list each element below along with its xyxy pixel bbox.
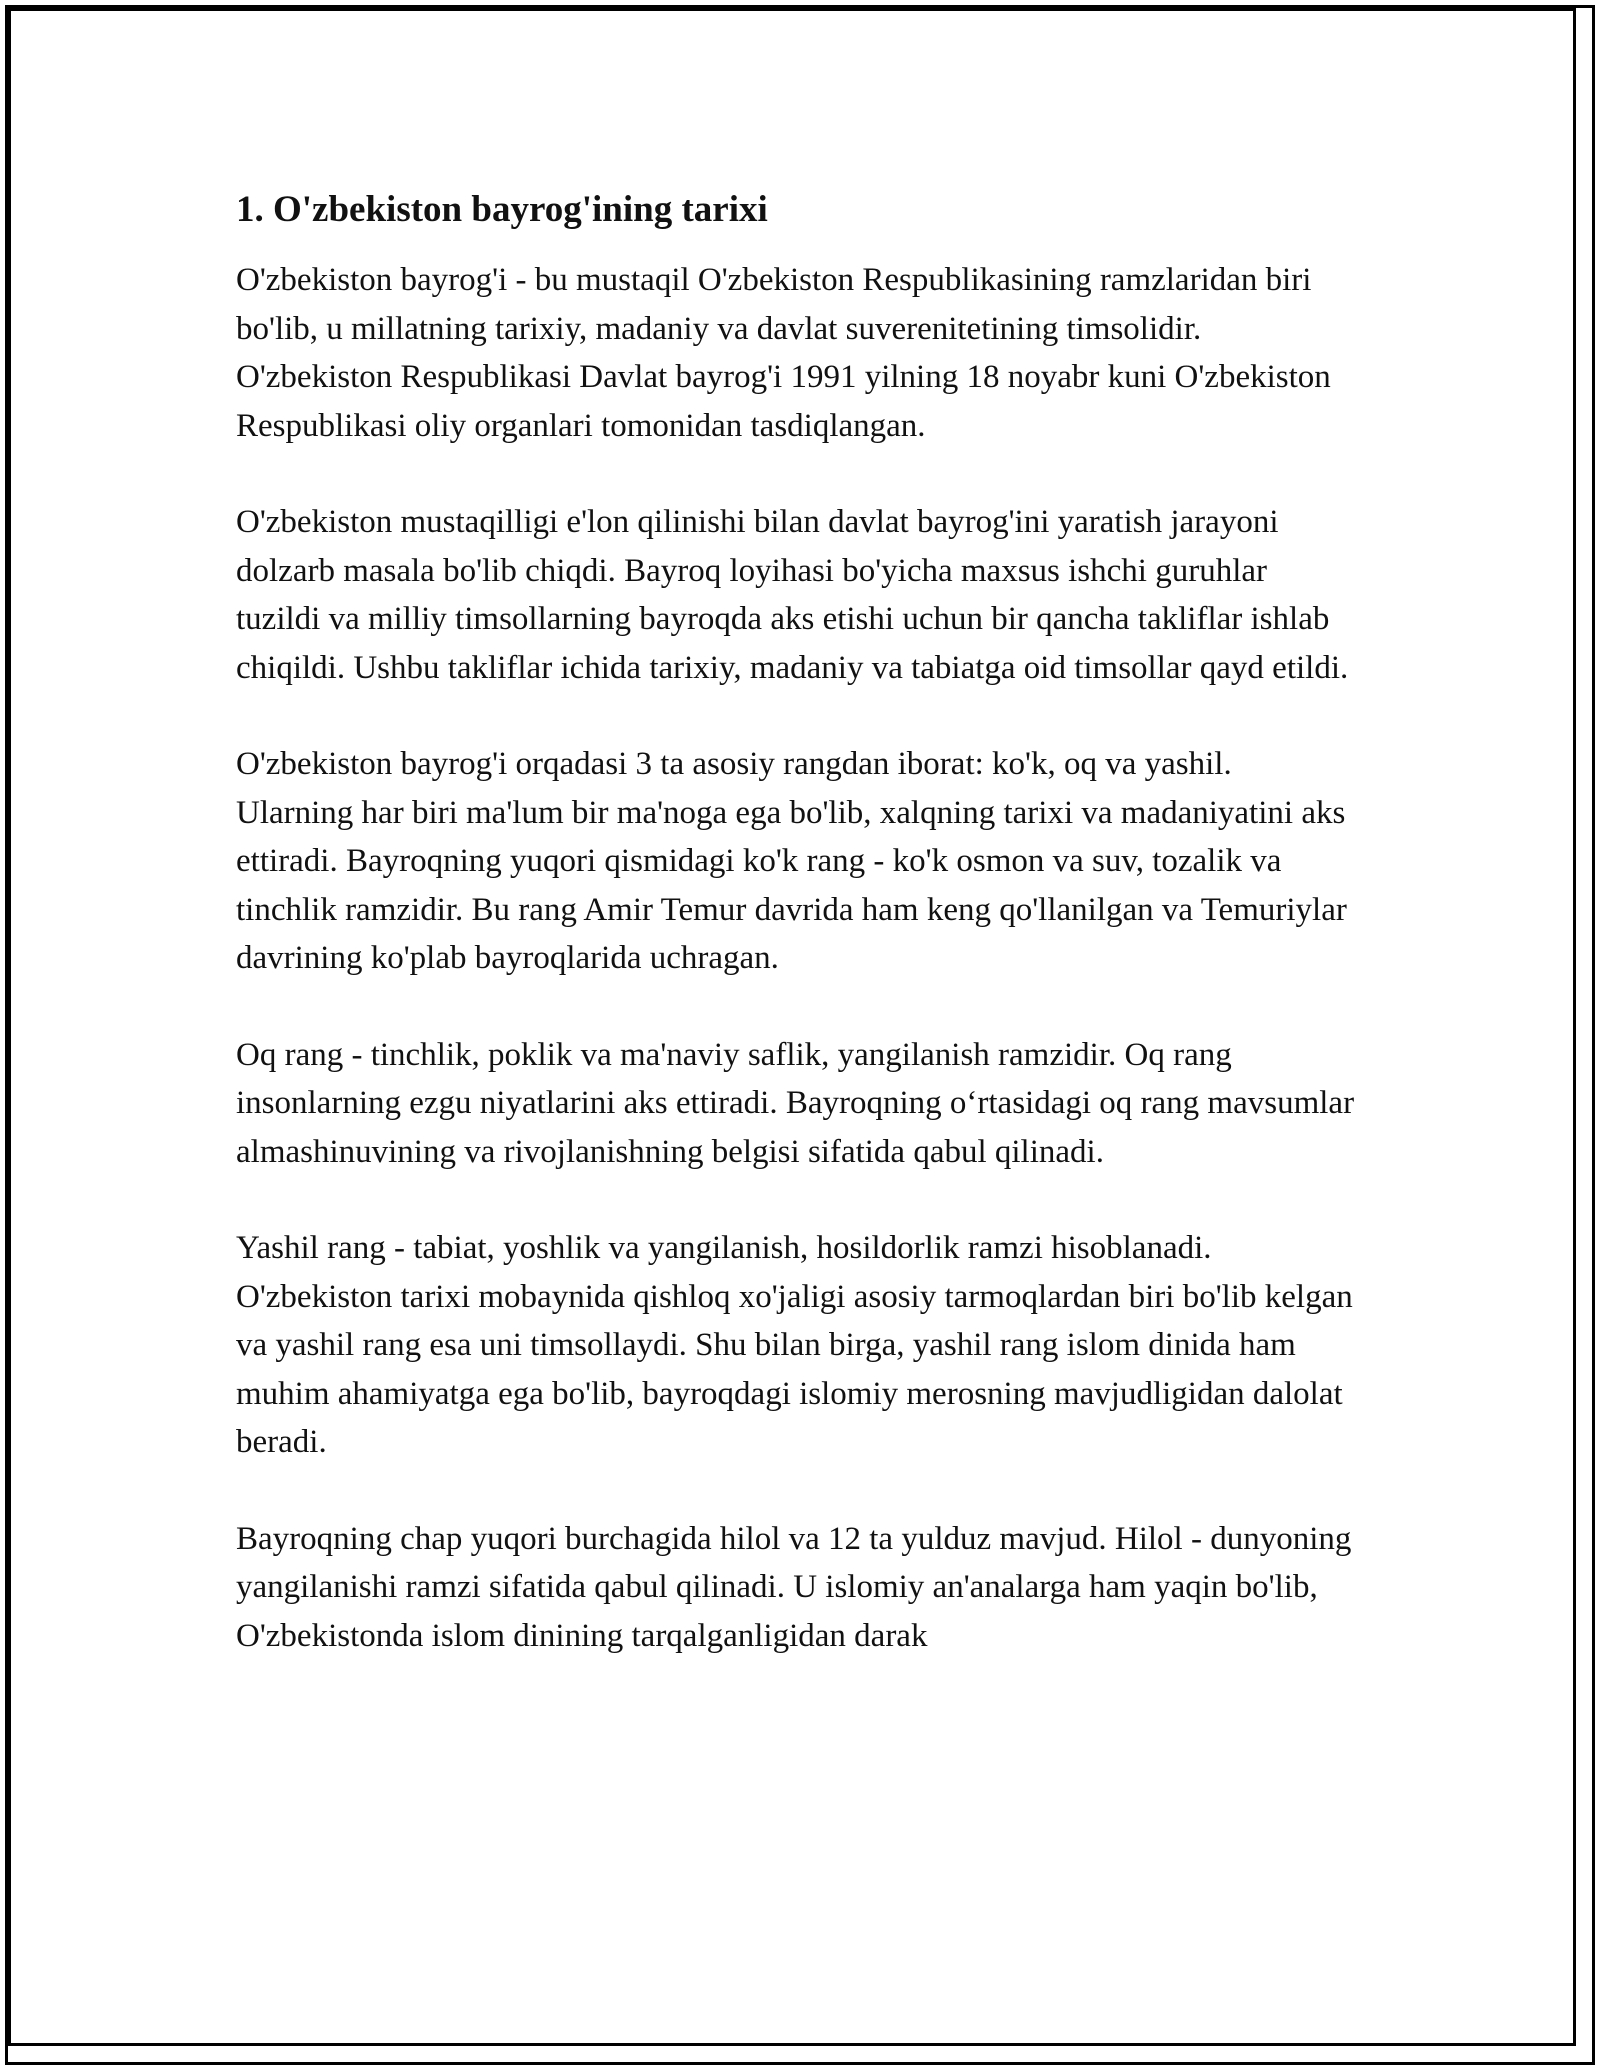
- paragraph-1: O'zbekiston bayrog'i - bu mustaqil O'zbekiston Respublikasining ramzlaridan biri bo'lib, u millatning tarixiy, madaniy va davlat suverenitetining timsolidir. O'zbekiston Respublikasi Davlat bayrog'i 1991 yilning 18 noyabr kuni O'zbekiston Respublikasi oliy organlari tomonidan tasdiqlangan.: [236, 262, 1331, 444]
- paragraph-4: Oq rang - tinchlik, poklik va ma'naviy saflik, yangilanish ramzidir. Oq rang insonlarning ezgu niyatlarini aks ettiradi. Bayroqning o‘rtasidagi oq rang mavsumlar almashinuvining va rivojlanishning belgisi sifatida qabul qilinadi.: [236, 1036, 1355, 1170]
- paragraph-2: O'zbekiston mustaqilligi e'lon qilinishi bilan davlat bayrog'ini yaratish jarayoni dolzarb masala bo'lib chiqdi. Bayroq loyihasi bo'yicha maxsus ishchi guruhlar tuzildi va milliy timsollarning bayroqda aks etishi uchun bir qancha takliflar ishlab chiqildi. Ushbu takliflar ichida tarixiy, madaniy va tabiatga oid timsollar qayd etildi.: [236, 504, 1349, 686]
- paragraph-3: O'zbekiston bayrog'i orqadasi 3 ta asosiy rangdan iborat: ko'k, oq va yashil. Ularning har biri ma'lum bir ma'noga ega bo'lib, xalqning tarixi va madaniyatini aks ettiradi. Bayroqning yuqori qismidagi ko'k rang - ko'k osmon va suv, tozalik va tinchlik ramzidir. Bu rang Amir Temur davrida ham keng qo'llanilgan va Temuriylar davrining ko'plab bayroqlarida uchragan.: [236, 746, 1347, 976]
- document-body: [236, 186, 1356, 1708]
- section-heading: 1. O'zbekiston bayrog'ining tarixi: [236, 189, 768, 230]
- paragraph-6: Bayroqning chap yuqori burchagida hilol va 12 ta yulduz mavjud. Hilol - dunyoning yangilanishi ramzi sifatida qabul qilinadi. U islomiy an'analarga ham yaqin bo'lib, O'zbekistonda islom dinining tarqalganligidan darak: [236, 1520, 1352, 1654]
- paragraph-5: Yashil rang - tabiat, yoshlik va yangilanish, hosildorlik ramzi hisoblanadi. O'zbekiston tarixi mobaynida qishloq xo'jaligi asosiy tarmoqlardan biri bo'lib kelgan va yashil rang esa uni timsollaydi. Shu bilan birga, yashil rang islom dinida ham muhim ahamiyatga ega bo'lib, bayroqdagi islomiy merosning mavjudligidan dalolat beradi.: [236, 1230, 1353, 1460]
